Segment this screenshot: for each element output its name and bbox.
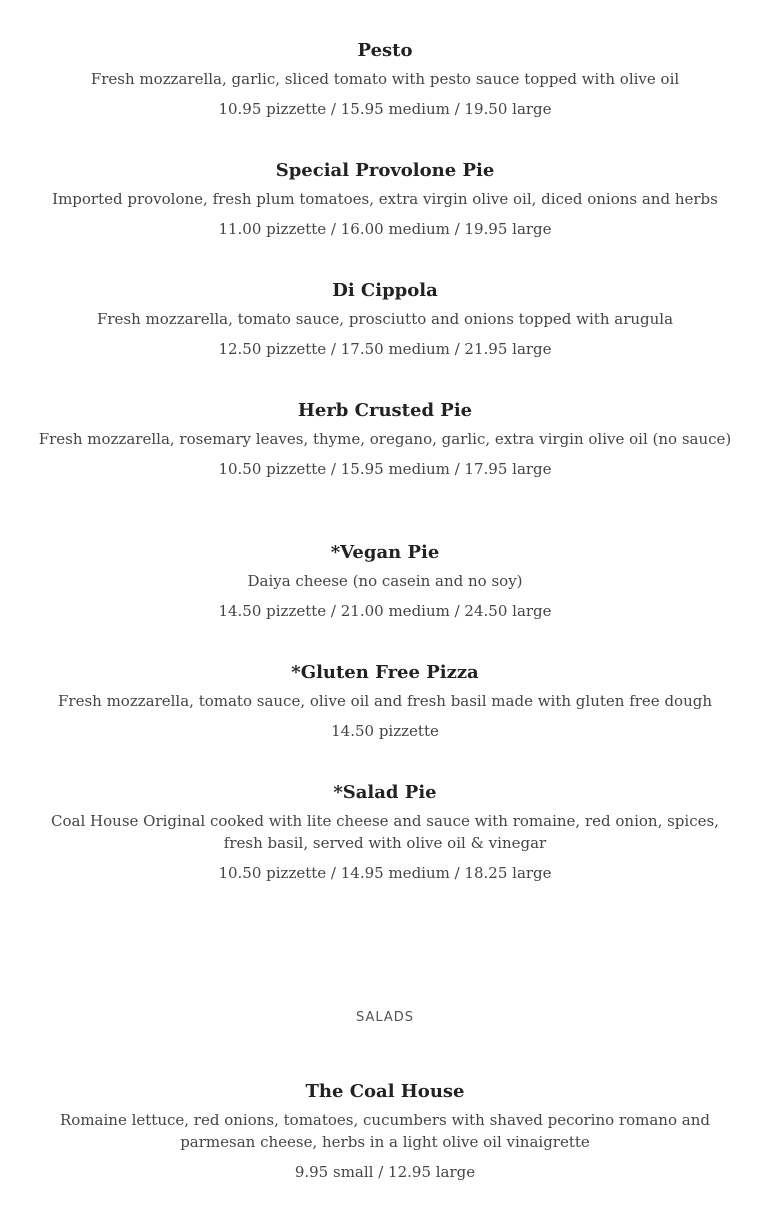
item-price: 9.95 small / 12.95 large (294, 1163, 476, 1181)
menu-item-special-provolone-pie (30, 160, 740, 240)
item-description: Imported provolone, fresh plum tomatoes, extra virgin olive oil, diced onions and herbs (52, 190, 718, 208)
item-name: Di Cippola (332, 280, 438, 301)
item-description: Daiya cheese (no casein and no soy) (247, 572, 523, 590)
item-description: Fresh mozzarella, tomato sauce, olive oil and fresh basil made with gluten free dough (57, 692, 713, 710)
item-name: The Coal House (305, 1081, 465, 1102)
item-price: 11.00 pizzette / 16.00 medium / 19.95 large (218, 220, 552, 238)
item-price: 10.95 pizzette / 15.95 medium / 19.50 large (218, 100, 552, 118)
item-description: Fresh mozzarella, rosemary leaves, thyme, oregano, garlic, extra virgin olive oil (no sauce) (38, 430, 732, 448)
menu-item-gluten-free-pizza (30, 662, 740, 742)
item-name: Special Provolone Pie (275, 160, 495, 181)
item-name: *Salad Pie (333, 782, 437, 803)
item-price: 14.50 pizzette / 21.00 medium / 24.50 large (218, 602, 552, 620)
item-name: *Vegan Pie (330, 542, 440, 563)
item-description: Fresh mozzarella, garlic, sliced tomato with pesto sauce topped with olive oil (90, 70, 680, 88)
item-price: 10.50 pizzette / 15.95 medium / 17.95 large (218, 460, 552, 478)
item-name: Pesto (357, 40, 413, 61)
item-price: 14.50 pizzette (331, 722, 439, 740)
menu-item-herb-crusted-pie (30, 400, 740, 480)
item-description: Coal House Original cooked with lite cheese and sauce with romaine, red onion, spices, fresh basil, served with olive oil & vinegar (51, 812, 719, 852)
item-price: 12.50 pizzette / 17.50 medium / 21.95 large (218, 340, 552, 358)
item-description: Fresh mozzarella, tomato sauce, prosciutto and onions topped with arugula (96, 310, 674, 328)
section-heading-salads: SALADS (355, 1010, 415, 1025)
item-name: Herb Crusted Pie (297, 400, 473, 421)
menu-item-pesto (30, 40, 740, 120)
menu-item-di-cippola (30, 280, 740, 360)
menu-item-vegan-pie (30, 542, 740, 622)
menu-item-salad-pie (30, 782, 740, 884)
item-name: *Gluten Free Pizza (291, 662, 479, 683)
item-price: 10.50 pizzette / 14.95 medium / 18.25 large (218, 864, 552, 882)
item-description: Romaine lettuce, red onions, tomatoes, cucumbers with shaved pecorino romano and parmesan cheese, herbs in a light olive oil vinaigrette (60, 1111, 710, 1151)
menu-item-the-coal-house (30, 1081, 740, 1183)
